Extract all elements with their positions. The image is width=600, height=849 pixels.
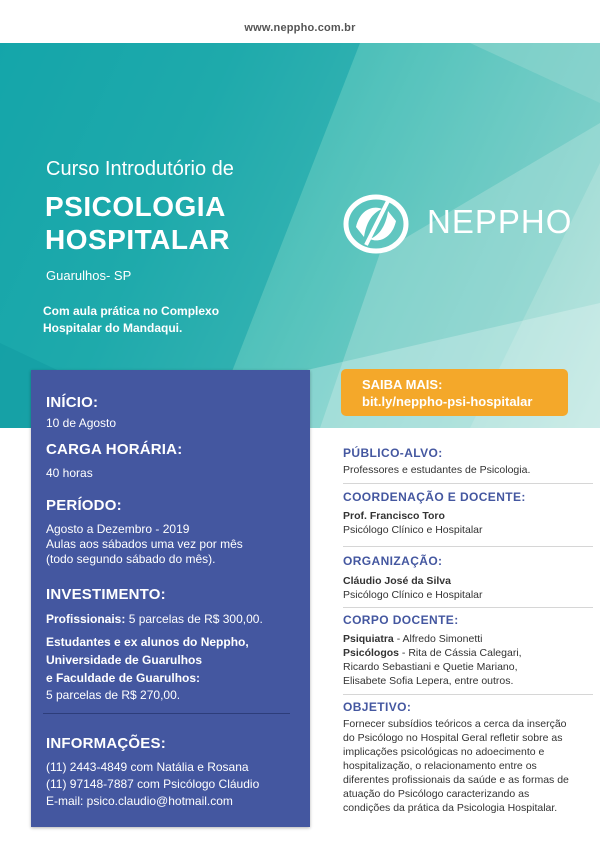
inicio-heading: INÍCIO:	[46, 394, 99, 411]
practice-note-line2: Hospitalar do Mandaqui.	[43, 321, 183, 335]
saiba-mais-label: SAIBA MAIS:	[362, 377, 443, 392]
organizacao-heading: ORGANIZAÇÃO:	[343, 554, 443, 568]
objetivo-line3: implicações psicológicas no adoecimento e	[343, 746, 545, 758]
estudantes-line1: Estudantes e ex alunos do Neppho,	[46, 635, 249, 649]
objetivo-line4: hospitalização, o relacionamento entre os	[343, 760, 537, 772]
divider-1	[343, 483, 593, 484]
periodo-line1: Agosto a Dezembro - 2019	[46, 522, 190, 536]
organizacao-name: Cláudio José da Silva	[343, 575, 451, 587]
neppho-logo-text: NEPPHO	[427, 203, 573, 240]
periodo-heading: PERÍODO:	[46, 497, 122, 514]
info-email[interactable]: E-mail: psico.claudio@hotmail.com	[46, 794, 233, 808]
site-url[interactable]: www.neppho.com.br	[244, 22, 356, 34]
divider-3	[343, 607, 593, 608]
objetivo-heading: OBJETIVO:	[343, 700, 412, 714]
objetivo-line2: do Psicólogo no Hospital Geral refletir sobre as	[343, 732, 563, 744]
course-title-line1: PSICOLOGIA	[45, 191, 226, 222]
corpo-psiquiatra	[343, 633, 595, 647]
periodo-line3: (todo segundo sábado do mês).	[46, 552, 216, 566]
divider-2	[343, 546, 593, 547]
profissionais-price	[46, 612, 263, 627]
corpo-docente-heading: CORPO DOCENTE:	[343, 613, 459, 627]
profissionais-value: 5 parcelas de R$ 300,00.	[125, 612, 263, 626]
inicio-text: 10 de Agosto	[46, 416, 117, 430]
course-title-line2: HOSPITALAR	[45, 224, 230, 255]
info-phone2[interactable]: (11) 97148-7887 com Psicólogo Cláudio	[46, 777, 260, 791]
practice-note	[43, 303, 303, 337]
saiba-mais-link[interactable]: bit.ly/neppho-psi-hospitalar	[362, 394, 533, 409]
practice-note-line1: Com aula prática no Complexo	[43, 304, 220, 318]
corpo-psiquiatra-label: Psiquiatra	[343, 633, 394, 645]
panel-divider	[43, 713, 290, 714]
carga-text: 40 horas	[46, 466, 93, 480]
corpo-psiquiatra-value: - Alfredo Simonetti	[393, 633, 483, 645]
periodo-line2: Aulas aos sábados uma vez por mês	[46, 537, 243, 551]
saiba-mais-box[interactable]	[341, 369, 568, 416]
corpo-line4: Elisabete Sofia Lepera, entre outros.	[343, 675, 514, 687]
course-details-panel	[31, 370, 310, 827]
coordenacao-name: Prof. Francisco Toro	[343, 510, 445, 522]
investimento-heading: INVESTIMENTO:	[46, 586, 166, 603]
estudantes-line2: Universidade de Guarulhos	[46, 653, 203, 667]
divider-4	[343, 694, 593, 695]
objetivo-line1: Fornecer subsídios teóricos a cerca da inserção	[343, 718, 567, 730]
objetivo-line5: diferentes profissionais da saúde e as formas de	[343, 774, 569, 786]
estudantes-line3: e Faculdade de Guarulhos:	[46, 671, 201, 685]
info-phone1[interactable]: (11) 2443-4849 com Natália e Rosana	[46, 760, 249, 774]
corpo-psicologos	[343, 647, 595, 661]
organizacao-role: Psicólogo Clínico e Hospitalar	[343, 589, 483, 601]
publico-text: Professores e estudantes de Psicologia.	[343, 464, 531, 476]
neppho-logo-icon	[342, 193, 410, 255]
course-title	[45, 190, 230, 256]
objetivo-line7: condições da prática da Psicologia Hospitalar.	[343, 802, 558, 814]
coordenacao-heading: COORDENAÇÃO E DOCENTE:	[343, 490, 526, 504]
coordenacao-role: Psicólogo Clínico e Hospitalar	[343, 524, 483, 536]
objetivo-line6: atuação do Psicólogo caracterizando as	[343, 788, 530, 800]
informacoes-heading: INFORMAÇÕES:	[46, 735, 166, 752]
corpo-line3: Ricardo Sebastiani e Quetie Mariano,	[343, 661, 518, 673]
corpo-psicologos-value: - Rita de Cássia Calegari,	[399, 647, 522, 659]
profissionais-label: Profissionais:	[46, 612, 126, 626]
corpo-psicologos-label: Psicólogos	[343, 647, 400, 659]
estudantes-value: 5 parcelas de R$ 270,00.	[46, 688, 181, 702]
course-location: Guarulhos- SP	[46, 268, 132, 283]
course-subtitle: Curso Introdutório de	[46, 158, 234, 180]
carga-heading: CARGA HORÁRIA:	[46, 441, 183, 458]
publico-heading: PÚBLICO-ALVO:	[343, 446, 443, 460]
